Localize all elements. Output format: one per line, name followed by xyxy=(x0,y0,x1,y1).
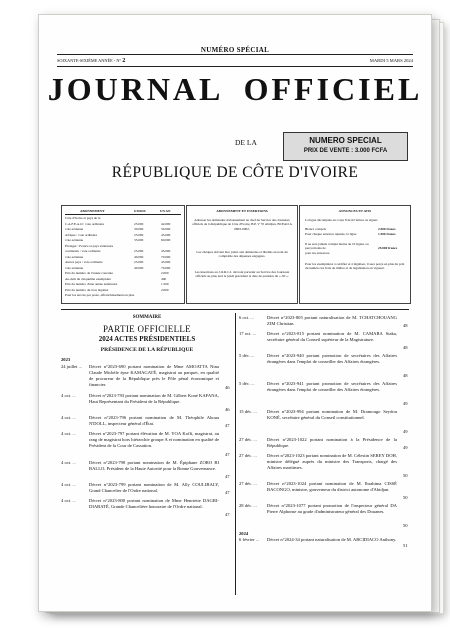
entry-date: 4 oct. ... xyxy=(61,498,76,503)
annonces-line2-label: Blancs compris xyxy=(305,227,326,231)
subscription-row-1an: 50.000 xyxy=(161,227,171,231)
entry-page: 47 xyxy=(225,452,230,457)
entry-date: 6 février ... xyxy=(239,537,260,542)
entry-date: 17 oct. ... xyxy=(239,331,257,336)
subscription-title: ABONNEMENT xyxy=(80,209,105,213)
subscription-row-1an: 70.000 xyxy=(161,254,171,259)
header-rule-bottom xyxy=(57,66,413,67)
entry-date: 5 déc. ... xyxy=(239,381,255,386)
year-2024: 2024 xyxy=(239,531,249,536)
col-1an: UN AN xyxy=(160,209,171,213)
subscription-row-1an: 400 xyxy=(161,276,167,281)
sommaire-entry[interactable] xyxy=(239,481,411,503)
annonces-line2-value: 2.500 francs xyxy=(378,227,396,231)
sommaire-entry[interactable] xyxy=(61,431,233,460)
sommaire-entry[interactable] xyxy=(239,503,411,531)
republic-title: RÉPUBLIQUE DE CÔTE D'IVOIRE xyxy=(111,164,359,181)
annonces-line3-label: Pour chaque annonce répétée, la ligne xyxy=(305,232,357,236)
annonces-line1: La ligne décomptée en corps 8 de 62 lettres ou signes xyxy=(305,218,378,222)
subscription-row-label: voie aérienne xyxy=(65,238,84,242)
entry-page: 50 xyxy=(403,495,408,500)
entry-text: Décret n°2024-34 portant naturalisation de M. ARCIDIACO Anthony. xyxy=(267,537,397,542)
subscription-row-6mois: 25.000 xyxy=(134,232,144,237)
entry-date: 4 oct. ... xyxy=(61,482,76,487)
abonnement-info-title: ABONNEMENT ET INSERTIONS xyxy=(216,209,268,213)
subscription-row-1an: 70.000 xyxy=(161,265,171,270)
annonces-box xyxy=(299,205,411,304)
sommaire-entry[interactable] xyxy=(61,482,233,498)
entry-text: Décret n°2023-1024 portant nomination de M. Ibrahima CISSÉ BACONGO, ministre, gouverneur du district autonome d'Abidjan. xyxy=(267,481,397,492)
subscription-row-label: Pour les envois par poste, affranchissement en plus xyxy=(65,293,135,297)
subscription-row-label: Au-delà du cinquième exemplaire xyxy=(65,276,112,281)
subscription-rows xyxy=(65,216,181,299)
annonces-line6: Pour les exemplaires à certifier et à légaliser, il sera perçu en plus du prix du numéro les frais de timbre et de légalisation en vigueur. xyxy=(305,262,405,271)
entry-text: Décret n°2023-793 portant nomination de M. Gilbert Koné KAFANA, Haut Représentant du Président de la République. xyxy=(89,393,219,404)
sommaire-entry[interactable] xyxy=(239,453,411,481)
special-box-title: NUMERO SPECIAL xyxy=(309,136,382,145)
subscription-box xyxy=(61,205,185,304)
subscription-row-6mois: 35.000 xyxy=(134,238,144,242)
entry-page: 51 xyxy=(403,543,408,548)
entry-text: Décret n°2023-940 portant promotion de secrétaires des Affaires étrangères dans l'emploi de conseiller des Affaires étrangères. xyxy=(267,353,397,364)
subscription-row-label: Afrique : voie ordinaire xyxy=(65,232,98,237)
subscription-row-label: Étranger : France et pays extérieurs xyxy=(65,243,114,248)
journal-title: JOURNAL OFFICIEL xyxy=(47,71,423,107)
subscription-row-1an: 2.000 xyxy=(161,271,169,275)
entry-page: 47 xyxy=(225,490,230,495)
sommaire-entry[interactable] xyxy=(61,393,233,415)
entry-text: Décret n°2023-798 portant nomination de M. Épiphane ZORO BI BALLO, Président de la Haute Autorité pour la Bonne Gouvernance. xyxy=(89,460,219,471)
entry-page: 48 xyxy=(403,323,408,328)
subscription-row-6mois: 25.000 xyxy=(134,221,144,226)
subscription-row-6mois: 25.000 xyxy=(134,260,144,264)
entry-date: 4 oct. ... xyxy=(61,431,76,436)
special-edition-label: NUMÉRO SPÉCIAL xyxy=(200,46,270,54)
subscription-row-6mois: 25.000 xyxy=(134,249,144,253)
entry-text: Décret n°2023-690 portant nomination de Mme AMOATTA Nina Claude Michèle épse KAMAGATÉ, magistrat au parquet, en qualité de procureur de la République près le Pôle pénal économique et financier. xyxy=(89,364,219,387)
de-la-label: DE LA xyxy=(235,138,257,147)
entry-date: 4 oct. ... xyxy=(61,460,76,465)
entry-page: 46 xyxy=(225,385,230,390)
subscription-row-1an: 45.000 xyxy=(161,249,171,253)
entry-page: 47 xyxy=(225,474,230,479)
year-2023: 2023 xyxy=(61,357,71,362)
entry-page: 49 xyxy=(403,429,408,434)
issue-number: 2 xyxy=(122,57,126,64)
subscription-row-1an: 42.000 xyxy=(161,221,171,226)
subscription-row-label: voie aérienne xyxy=(65,254,84,259)
subscription-row-label: continents : voie ordinaire xyxy=(65,249,101,253)
abonnement-info-p2: Les chèques doivent être joints aux demandes et libellés au nom du comptable des dépenses engagées. xyxy=(196,250,288,259)
price-label: PRIX DE VENTE : 3.000 FCFA xyxy=(303,148,388,154)
entry-date: 6 oct. ... xyxy=(239,315,254,320)
entry-text: Décret n°2023-796 portant nomination de M. Théophile Ahoua N'DOLL, inspecteur général d'État. xyxy=(89,415,219,426)
sommaire-rule xyxy=(61,309,409,310)
sommaire-entry[interactable] xyxy=(239,381,411,409)
special-price-box xyxy=(283,132,408,161)
entry-text: Décret n°2023-805 portant naturalisation de M. TCHATCHOUANG ZIM Christian. xyxy=(267,315,397,326)
abonnement-info-p1: Adresser les demandes d'abonnement au chef du Service des Journaux officiels de la République de Côte d'Ivoire, B.P. V 70 Abidjan. BCEAO A 0803-0002. xyxy=(192,218,292,231)
subscription-row-label: C.A.F.E.A.O : voie ordinaire xyxy=(65,221,105,226)
issue-date: MARDI 5 MARS 2024 xyxy=(369,58,413,63)
entry-text: Décret n°2023-994 portant nomination de M. Dramougo Seydou KONÉ, secrétaire général du Conseil constitutionnel. xyxy=(267,409,397,420)
annonces-line4-value: 25.000 francs xyxy=(378,246,398,250)
entry-date: 24 juillet ... xyxy=(61,364,83,369)
subscription-row xyxy=(65,293,181,299)
entry-page: 50 xyxy=(403,473,408,478)
subscription-row-6mois: 40.000 xyxy=(134,254,144,259)
col-6mois: 6 MOIS xyxy=(134,209,146,213)
sommaire-entry[interactable] xyxy=(61,498,233,520)
entry-page: 48 xyxy=(403,373,408,378)
annonces-title: ANNONCES ET AVIS xyxy=(338,209,372,213)
sommaire-title: SOMMAIRE xyxy=(132,315,162,320)
sommaire-right-column xyxy=(239,315,411,551)
sommaire-entry[interactable] xyxy=(239,353,411,381)
subscription-row-6mois: 30.000 xyxy=(134,227,144,231)
year-issue xyxy=(57,57,125,64)
sommaire-entry[interactable] xyxy=(239,331,411,353)
entry-page: 49 xyxy=(403,445,408,450)
sommaire-entry[interactable] xyxy=(239,437,411,453)
subscription-row-6mois: 40.000 xyxy=(134,265,144,270)
entry-date: 28 déc. ... xyxy=(239,503,257,508)
annonces-line4: Il ne sera jamais compté moins de 10 lignes ou perçu moins de xyxy=(305,242,369,251)
entry-date: 27 déc. ... xyxy=(239,453,257,458)
subscription-row-label: Prix du numéro de l'année courante xyxy=(65,271,113,275)
entry-date: 5 déc. ... xyxy=(239,353,255,358)
sommaire-entry[interactable] xyxy=(61,415,233,431)
entry-text: Décret n°2023-941 portant promotion de secrétaires des Affaires étrangères dans l'emploi de conseiller des Affaires étrangères. xyxy=(267,381,397,392)
presidence-heading: PRÉSIDENCE DE LA RÉPUBLIQUE xyxy=(100,347,194,353)
entry-date: 15 déc. ... xyxy=(239,409,257,414)
entry-date: 27 déc. ... xyxy=(239,481,257,486)
subscription-row-label: voie aérienne xyxy=(65,265,84,270)
annonces-line5: pour les annonces. xyxy=(305,251,331,255)
subscription-row-1an: 1.500 xyxy=(161,282,169,286)
entry-text: Décret n°2023-797 portant élévation de M. YOA Koffi, magistrat, au rang de magistrat hors hiérarchie groupe A et nomination en qualité de Président de la Cour de Cassation. xyxy=(89,431,219,448)
actes-presidentiels: 2024 ACTES PRÉSIDENTIELS xyxy=(98,335,196,343)
subscription-row-1an: 45.000 xyxy=(161,232,171,237)
subscription-row-1an: 60.000 xyxy=(161,238,171,242)
sommaire-entry[interactable] xyxy=(61,460,233,482)
entry-page: 50 xyxy=(403,523,408,528)
sommaire-left-column xyxy=(61,364,233,520)
journal-page xyxy=(38,14,432,612)
year-label: SOIXANTE-SIXIÈME ANNÉE - N° xyxy=(57,58,122,63)
entry-page: 47 xyxy=(225,423,230,428)
entry-text: Décret n°2023-1023 portant nomination de M. Célestin SEREY DOH, ministre délégué auprès du ministre des Transports, chargé des Affaires maritimes. xyxy=(267,453,397,470)
subscription-row-label: Autres pays : voie ordinaire xyxy=(65,260,103,264)
subscription-row-1an: 45.000 xyxy=(161,260,171,264)
abonnement-info-box xyxy=(186,205,298,304)
entry-page: 46 xyxy=(225,407,230,412)
entry-date: 27 déc. ... xyxy=(239,437,257,442)
entry-page: 49 xyxy=(403,401,408,406)
subscription-row-label: Prix du numéro d'une année antérieure xyxy=(65,282,118,286)
annonces-line3-value: 1.500 francs xyxy=(378,232,396,236)
subscription-row-1an: 2.000 xyxy=(161,287,169,292)
entry-page: 47 xyxy=(225,512,230,517)
entry-text: Décret n°2023-800 portant nomination de Mme Henriette DAGRI-DIABATÉ, Grande Chancelière honoraire de l'Ordre national. xyxy=(89,498,219,509)
abonnement-info-p3: Les insertions au J.O.R.C.I. devront parvenir au Service des Journaux officiels au plus tard le jeudi précédent la date de parution du « JO ». xyxy=(194,270,290,279)
sommaire-entry[interactable] xyxy=(61,364,233,393)
entry-text: Décret n°2023-1077 portant promotion de l'inspecteur général DA Pierre Alphonse au grade d'administrateur général des Douanes. xyxy=(267,503,397,514)
column-divider xyxy=(235,313,236,595)
subscription-row-label: Côte d'Ivoire et pays de la xyxy=(65,216,101,220)
entry-page: 48 xyxy=(403,345,408,350)
subscription-row-label: Prix du numéro du Jour légalisé xyxy=(65,287,109,292)
sommaire-entry[interactable] xyxy=(239,315,411,331)
subscription-row-label: voie aérienne xyxy=(65,227,84,231)
header-rule-top xyxy=(57,54,413,55)
sommaire-entry[interactable] xyxy=(239,537,411,551)
partie-officielle: PARTIE OFFICIELLE xyxy=(103,324,191,334)
entry-date: 4 oct. ... xyxy=(61,393,76,398)
entry-text: Décret n°2023-1022 portant nomination à la Présidence de la République. xyxy=(267,437,397,448)
entry-text: Décret n°2023-799 portant nomination de M. Ally COULIBALY, Grand Chancelier de l'Ordre national. xyxy=(89,482,219,493)
sommaire-entry[interactable] xyxy=(239,409,411,437)
entry-text: Décret n°2023-815 portant nomination de M. CAMARA Siaka, secrétaire général du Conseil supérieur de la Magistrature. xyxy=(267,331,397,342)
entry-date: 4 oct. ... xyxy=(61,415,76,420)
